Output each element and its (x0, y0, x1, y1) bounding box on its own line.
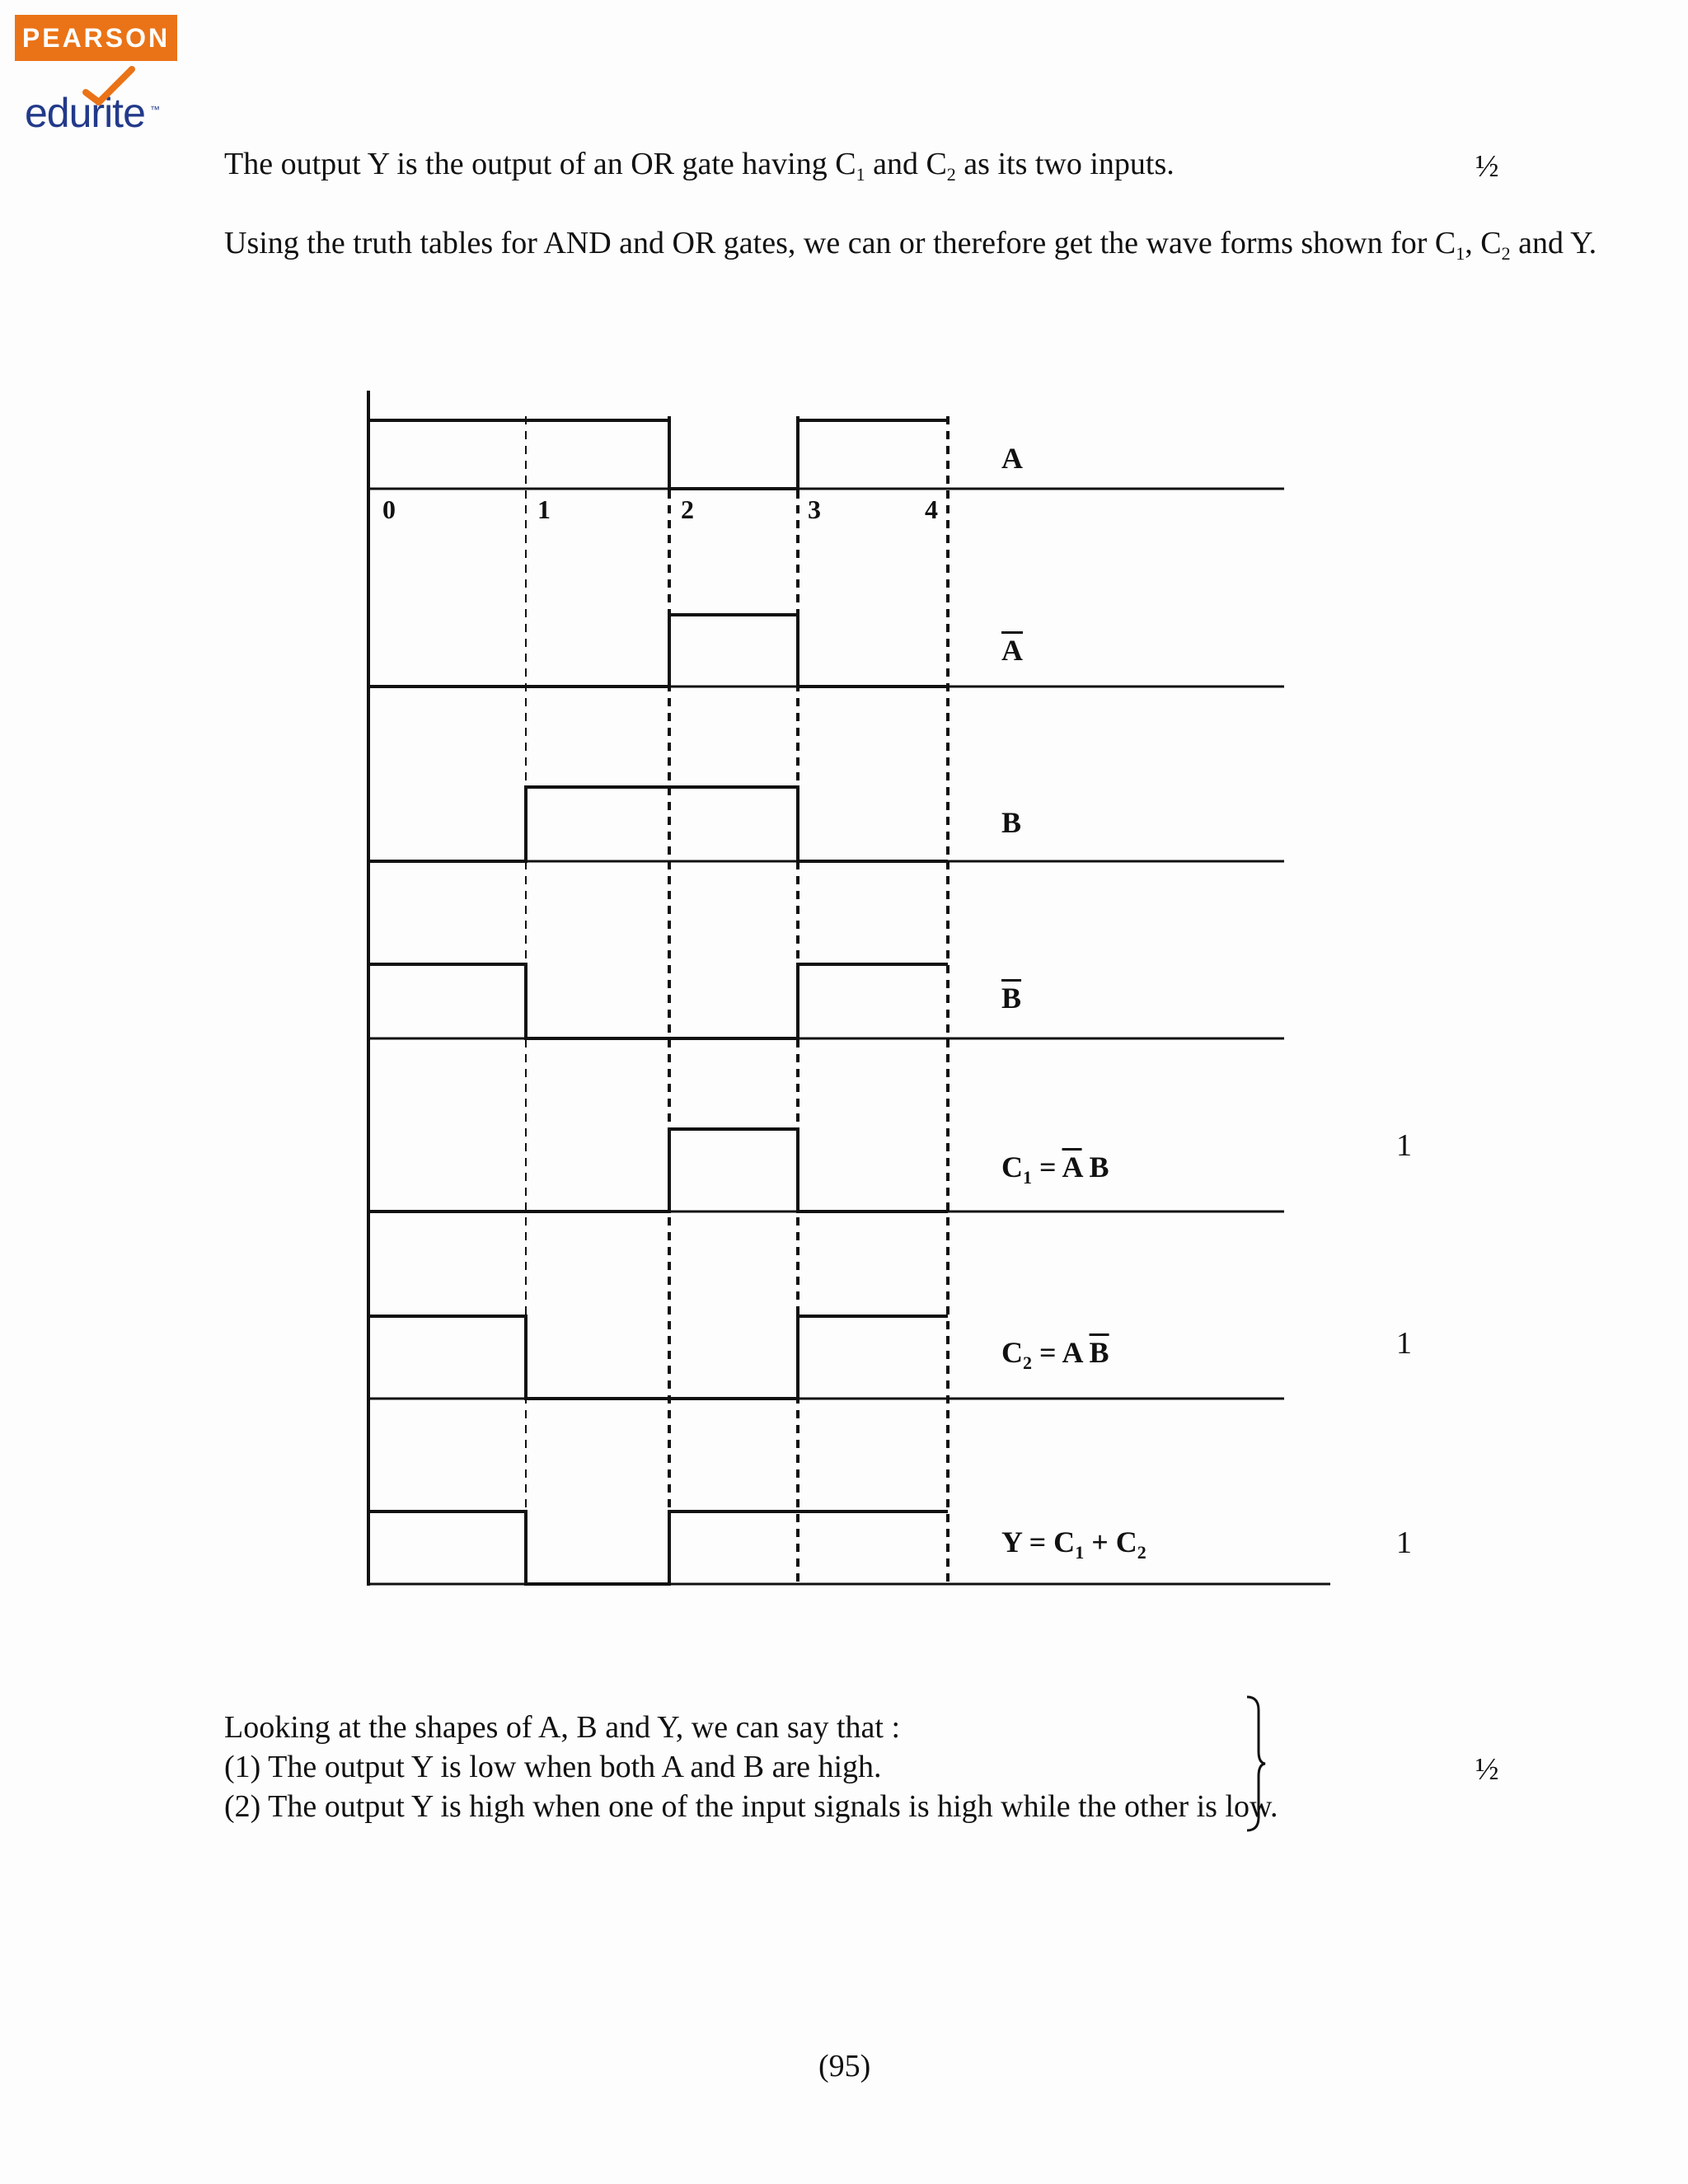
mark-y: 1 (1396, 1526, 1412, 1560)
c2-pre: C (1001, 1336, 1023, 1369)
line1-sub-2: 2 (946, 164, 956, 185)
page-number: (95) (818, 2049, 871, 2083)
time-label-1: 1 (537, 494, 551, 524)
line2-part-b: , C (1465, 226, 1502, 260)
signal-label-c1 (1001, 1150, 1109, 1188)
signal-label-b-bar: $\overline{B}$ (1001, 982, 1022, 1015)
y-pre: Y = C (1001, 1526, 1076, 1558)
mark-half-2: ½ (1475, 1752, 1499, 1787)
signal-label-c2 (1001, 1335, 1109, 1374)
line1-part-c: as its two inputs. (955, 147, 1175, 181)
waveform-Abar (368, 615, 948, 687)
c2-sub: 2 (1023, 1352, 1032, 1373)
right-brace-icon (1240, 1694, 1273, 1834)
mark-c2: 1 (1396, 1326, 1412, 1361)
signal-label-a-bar: $\overline{A}$ (1001, 634, 1023, 667)
line1-sub-1: 1 (856, 164, 865, 185)
c2-bar: $\overline{B}$ (1089, 1336, 1109, 1369)
mark-half-1: ½ (1475, 149, 1499, 184)
waveform-B (368, 787, 948, 861)
trademark-symbol: ™ (150, 104, 160, 115)
time-label-4: 4 (925, 494, 938, 524)
conclusion-line-3: (2) The output Y is high when one of the input signals is high while the other is low. (224, 1789, 1278, 1824)
c1-post: B (1081, 1151, 1109, 1183)
line1-part-a: The output Y is the output of an OR gate having C (224, 147, 856, 181)
edurite-wordmark: edurite (25, 90, 145, 136)
waveform-Y (368, 1511, 948, 1584)
c2-post: A (1062, 1336, 1090, 1369)
mark-c1: 1 (1396, 1128, 1412, 1163)
waveform-A (368, 420, 948, 489)
line2-sub-2: 2 (1501, 243, 1511, 264)
signal-label-a: A (1001, 442, 1023, 475)
c1-eq: = (1032, 1151, 1062, 1183)
signal-label-b: B (1001, 806, 1022, 839)
line1-part-b: and C (865, 147, 947, 181)
c1-pre: C (1001, 1151, 1023, 1183)
waveform-Bbar (368, 964, 948, 1038)
conclusion-line-2: (1) The output Y is low when both A and B are high. (224, 1750, 882, 1784)
c2-eq: = (1032, 1336, 1062, 1369)
c1-sub: 1 (1023, 1167, 1032, 1188)
c1-bar: $\overline{A}$ (1062, 1151, 1082, 1183)
signal-label-y (1001, 1525, 1146, 1563)
time-label-3: 3 (808, 494, 821, 524)
waveform-C2 (368, 1316, 948, 1399)
waveform-layer (368, 391, 1330, 1586)
y-sub-2: 2 (1137, 1542, 1146, 1563)
time-label-0: 0 (382, 494, 396, 524)
pearson-logo: PEARSON (15, 15, 177, 61)
y-plus: + C (1084, 1526, 1137, 1558)
y-sub-1: 1 (1075, 1542, 1085, 1563)
time-label-2: 2 (681, 494, 694, 524)
line2-part-c: and Y. (1510, 226, 1597, 260)
line2-part-a: Using the truth tables for AND and OR gates, we can or therefore get the wave forms shown for C (224, 226, 1456, 260)
conclusion-line-1: Looking at the shapes of A, B and Y, we can say that : (224, 1710, 901, 1745)
line2-sub-1: 1 (1456, 243, 1465, 264)
waveform-C1 (368, 1129, 948, 1212)
